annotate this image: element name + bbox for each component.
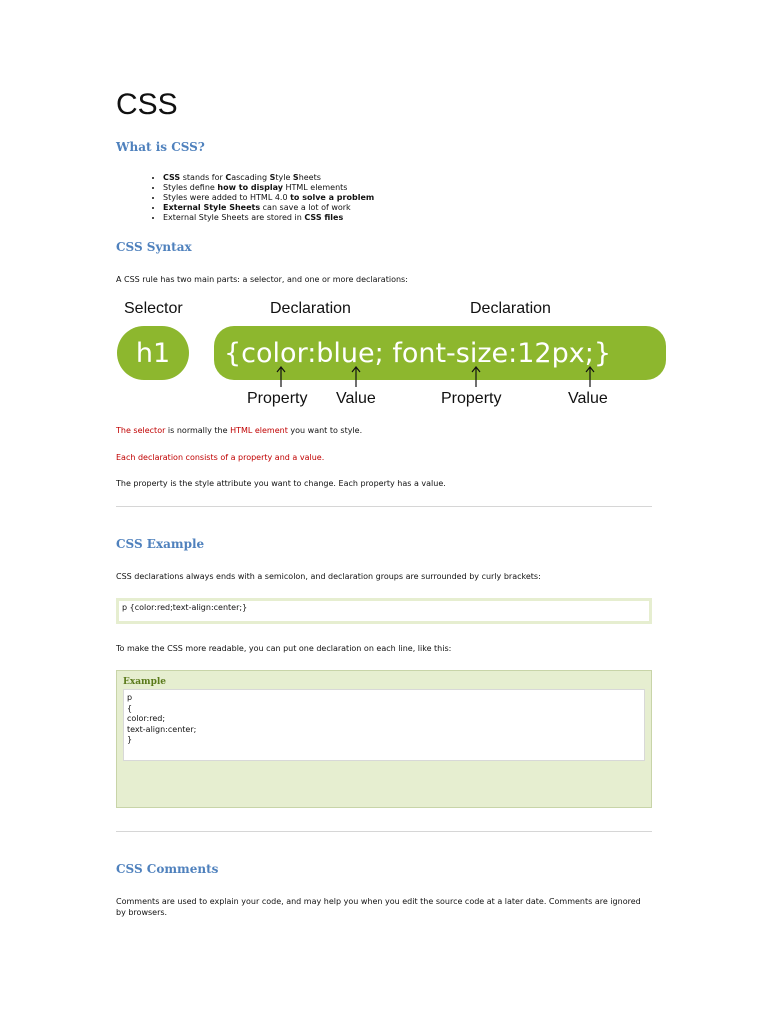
heading-css-comments: CSS Comments [116, 862, 219, 876]
divider [116, 831, 652, 832]
value-label: Value [568, 390, 608, 407]
selector-label: Selector [124, 300, 183, 317]
divider [116, 506, 652, 507]
list-item: • External Style Sheets can save a lot of work [163, 203, 374, 213]
heading-css-syntax: CSS Syntax [116, 240, 192, 254]
code-text: p {color:red;text-align:center;} [119, 601, 649, 621]
heading-css-example: CSS Example [116, 537, 205, 551]
arrow-up-icon [275, 366, 287, 388]
property-label: Property [441, 390, 502, 407]
value-label: Value [336, 390, 376, 407]
code-line: p [127, 693, 133, 702]
list-item: • Styles were added to HTML 4.0 to solve a problem [163, 193, 374, 203]
example-box [116, 670, 652, 808]
example-code [123, 689, 645, 761]
arrow-up-icon [470, 366, 482, 388]
property-label: Property [247, 390, 308, 407]
readable-note: To make the CSS more readable, you can put one declaration on each line, like this: [116, 644, 452, 653]
syntax-intro: A CSS rule has two main parts: a selector, and one or more declarations: [116, 275, 408, 284]
code-line: { [127, 703, 133, 713]
example-intro: CSS declarations always ends with a semicolon, and declaration groups are surrounded by curly brackets: [116, 572, 541, 581]
declarations-pill: {color:blue; font-size:12px;} [214, 326, 666, 380]
css-syntax-diagram [116, 298, 676, 413]
comments-text: Comments are used to explain your code, and may help you when you edit the source code at a later date. Comments are ignored by browsers. [116, 897, 641, 917]
arrow-up-icon [350, 366, 362, 388]
code-line: color:red; [127, 714, 166, 723]
list-item: • Styles define how to display HTML elements [163, 183, 374, 193]
property-note: The property is the style attribute you want to change. Each property has a value. [116, 479, 446, 488]
selector-note: The selector is normally the HTML element you want to style. [116, 426, 363, 435]
example-title: Example [123, 677, 167, 687]
arrow-up-icon [584, 366, 596, 388]
declaration-label: Declaration [470, 300, 551, 317]
heading-what-is-css: What is CSS? [116, 140, 205, 154]
declaration-note: Each declaration consists of a property and a value. [116, 453, 325, 462]
selector-pill: h1 [117, 326, 189, 380]
code-line: text-align:center; [127, 724, 197, 734]
list-item: • External Style Sheets are stored in CSS files [163, 213, 374, 223]
declaration-label: Declaration [270, 300, 351, 317]
code-line: } [127, 735, 133, 744]
css-facts-list [150, 173, 374, 223]
page-title: CSS [116, 88, 178, 121]
list-item: • CSS stands for Cascading Style Sheets [163, 173, 374, 183]
code-block [116, 598, 652, 624]
